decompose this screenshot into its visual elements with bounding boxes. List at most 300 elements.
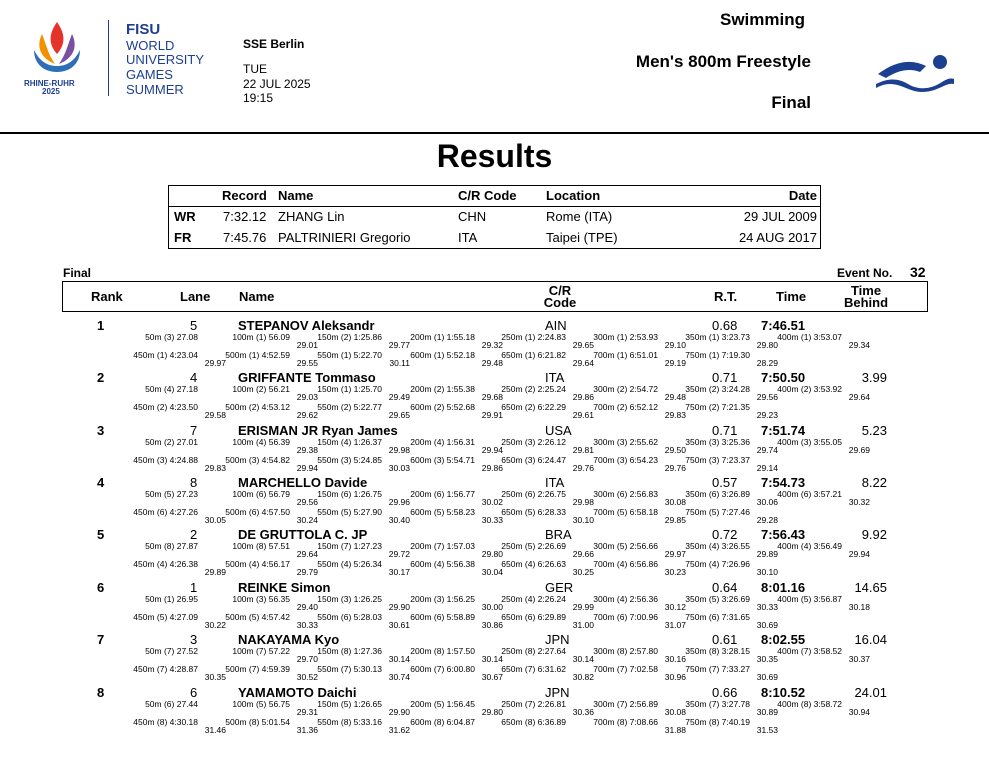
split-lap: 30.06 xyxy=(756,497,778,507)
split-lap: 30.61 xyxy=(388,620,410,630)
split-lap: 31.36 xyxy=(296,725,318,735)
split-time: 650m (5) 6:28.33 xyxy=(501,507,566,517)
split-lap: 30.10 xyxy=(572,515,594,525)
split-lap: 30.03 xyxy=(388,463,410,473)
logo-world: WORLD xyxy=(126,38,175,53)
split-time: 150m (6) 1:26.75 xyxy=(317,489,382,499)
split-lap: 29.86 xyxy=(572,392,594,402)
phase-title: Final xyxy=(771,93,811,112)
athlete-behind: 8.22 xyxy=(861,475,887,490)
athlete-row xyxy=(0,475,989,527)
split-time: 750m (8) 7:40.19 xyxy=(685,717,750,727)
split-lap: 29.50 xyxy=(664,445,686,455)
record-date: 24 AUG 2017 xyxy=(738,230,817,245)
split-lap: 30.33 xyxy=(296,620,318,630)
athlete-name: REINKE Simon xyxy=(238,580,331,595)
record-row xyxy=(169,228,820,248)
split-time: 750m (4) 7:26.96 xyxy=(685,559,750,569)
split-lap: 29.83 xyxy=(664,410,686,420)
split-time: 200m (6) 1:56.77 xyxy=(410,489,475,499)
split-lap: 29.90 xyxy=(388,602,410,612)
split-lap: 30.25 xyxy=(572,567,594,577)
col-time: Time xyxy=(776,289,807,304)
record-row xyxy=(169,207,820,227)
split-lap: 29.48 xyxy=(664,392,686,402)
split-time: 100m (1) 56.09 xyxy=(232,332,290,342)
col-cr: C/R xyxy=(548,283,572,298)
split-time: 250m (2) 2:25.24 xyxy=(501,384,566,394)
split-time: 400m (6) 3:57.21 xyxy=(777,489,842,499)
athlete-code: ITA xyxy=(545,475,565,490)
games-logo xyxy=(22,20,222,100)
split-lap: 30.24 xyxy=(296,515,318,525)
split-time: 100m (8) 57.51 xyxy=(232,541,290,551)
split-time: 300m (1) 2:53.93 xyxy=(593,332,658,342)
split-time: 400m (1) 3:53.07 xyxy=(777,332,842,342)
event-time: 19:15 xyxy=(243,91,274,105)
athlete-time: 7:46.51 xyxy=(761,318,806,333)
athlete-lane: 4 xyxy=(190,370,198,385)
split-lap: 30.04 xyxy=(481,567,503,577)
split-time: 450m (5) 4:27.09 xyxy=(133,612,198,622)
split-lap: 30.89 xyxy=(756,707,778,717)
record-name: PALTRINIERI Gregorio xyxy=(278,230,411,245)
split-time: 100m (4) 56.39 xyxy=(232,437,290,447)
split-lap: 30.37 xyxy=(848,654,870,664)
athlete-row xyxy=(0,370,989,422)
split-time: 250m (1) 2:24.83 xyxy=(501,332,566,342)
split-lap: 30.33 xyxy=(756,602,778,612)
split-time: 650m (3) 6:24.47 xyxy=(501,455,566,465)
split-time: 650m (7) 6:31.62 xyxy=(501,664,566,674)
split-time: 300m (3) 2:55.62 xyxy=(593,437,658,447)
split-time: 150m (5) 1:26.65 xyxy=(317,699,382,709)
split-lap: 29.91 xyxy=(481,410,503,420)
col-lane: Lane xyxy=(180,289,211,304)
athlete-lane: 2 xyxy=(190,527,198,542)
split-time: 400m (3) 3:55.05 xyxy=(777,437,842,447)
athlete-code: BRA xyxy=(545,527,572,542)
athlete-lane: 8 xyxy=(190,475,198,490)
event-date: 22 JUL 2025 xyxy=(243,77,311,91)
split-time: 600m (8) 6:04.87 xyxy=(410,717,475,727)
athlete-rank: 3 xyxy=(97,423,105,438)
split-lap: 31.00 xyxy=(572,620,594,630)
split-time: 200m (3) 1:56.25 xyxy=(410,594,475,604)
split-lap: 29.64 xyxy=(296,549,318,559)
athlete-name: YAMAMOTO Daichi xyxy=(238,685,357,700)
split-time: 750m (2) 7:21.35 xyxy=(685,402,750,412)
split-time: 600m (2) 5:52.68 xyxy=(410,402,475,412)
record-time: 7:45.76 xyxy=(223,230,267,245)
athlete-time: 7:56.43 xyxy=(761,527,806,542)
split-lap: 29.56 xyxy=(756,392,778,402)
split-time: 700m (8) 7:08.66 xyxy=(593,717,658,727)
split-lap: 29.48 xyxy=(481,358,503,368)
split-time: 500m (7) 4:59.39 xyxy=(225,664,290,674)
split-lap: 30.94 xyxy=(848,707,870,717)
athlete-code: AIN xyxy=(545,318,567,333)
athlete-code: USA xyxy=(545,423,572,438)
athlete-rt: 0.61 xyxy=(712,632,738,647)
split-lap: 30.05 xyxy=(204,515,226,525)
results-header xyxy=(62,281,928,312)
athlete-rt: 0.64 xyxy=(712,580,738,595)
split-lap: 29.80 xyxy=(481,707,503,717)
split-time: 300m (6) 2:56.83 xyxy=(593,489,658,499)
split-time: 300m (4) 2:56.36 xyxy=(593,594,658,604)
split-lap: 29.58 xyxy=(204,410,226,420)
split-lap: 29.31 xyxy=(296,707,318,717)
athlete-name: STEPANOV Aleksandr xyxy=(238,318,375,333)
logo-region: RHINE-RUHR xyxy=(24,79,75,88)
split-time: 550m (2) 5:22.77 xyxy=(317,402,382,412)
split-lap: 29.28 xyxy=(756,515,778,525)
split-time: 750m (6) 7:31.65 xyxy=(685,612,750,622)
athlete-rt: 0.71 xyxy=(712,370,738,385)
col-name: Name xyxy=(239,289,275,304)
split-time: 100m (6) 56.79 xyxy=(232,489,290,499)
split-lap: 30.40 xyxy=(388,515,410,525)
split-lap: 30.86 xyxy=(481,620,503,630)
athlete-behind: 24.01 xyxy=(854,685,887,700)
phase-label: Final xyxy=(63,266,92,280)
event-number: 32 xyxy=(910,264,926,280)
split-time: 700m (5) 6:58.18 xyxy=(593,507,658,517)
split-time: 150m (2) 1:25.86 xyxy=(317,332,382,342)
record-code: CHN xyxy=(458,209,487,224)
logo-games: GAMES xyxy=(126,67,173,82)
athlete-behind: 14.65 xyxy=(854,580,887,595)
records-col-name: Name xyxy=(278,188,314,203)
split-time: 100m (5) 56.75 xyxy=(232,699,290,709)
header-divider xyxy=(0,132,989,134)
athlete-name: NAKAYAMA Kyo xyxy=(238,632,340,647)
split-time: 400m (5) 3:56.87 xyxy=(777,594,842,604)
split-lap: 29.64 xyxy=(848,392,870,402)
event-title: Men's 800m Freestyle xyxy=(635,52,811,71)
split-time: 250m (4) 2:26.24 xyxy=(501,594,566,604)
athlete-rank: 7 xyxy=(97,632,105,647)
split-lap: 29.96 xyxy=(388,497,410,507)
split-lap: 30.14 xyxy=(388,654,410,664)
split-time: 550m (1) 5:22.70 xyxy=(317,350,382,360)
split-lap: 29.85 xyxy=(664,515,686,525)
split-time: 600m (4) 5:56.38 xyxy=(410,559,475,569)
athlete-rt: 0.57 xyxy=(712,475,738,490)
split-lap: 31.88 xyxy=(664,725,686,735)
split-time: 450m (4) 4:26.38 xyxy=(133,559,198,569)
split-time: 300m (5) 2:56.66 xyxy=(593,541,658,551)
page-title: Results xyxy=(436,138,553,174)
split-lap: 29.66 xyxy=(572,549,594,559)
split-time: 350m (5) 3:26.69 xyxy=(685,594,750,604)
split-time: 650m (6) 6:29.89 xyxy=(501,612,566,622)
sport-title: Swimming xyxy=(719,10,805,29)
split-time: 450m (1) 4:23.04 xyxy=(133,350,198,360)
split-time: 600m (5) 5:58.23 xyxy=(410,507,475,517)
split-lap: 30.16 xyxy=(664,654,686,664)
split-time: 50m (1) 26.95 xyxy=(145,594,198,604)
split-time: 300m (7) 2:56.89 xyxy=(593,699,658,709)
athlete-time: 8:10.52 xyxy=(761,685,806,700)
split-lap: 30.74 xyxy=(388,672,410,682)
split-time: 750m (5) 7:27.46 xyxy=(685,507,750,517)
split-lap: 29.98 xyxy=(388,445,410,455)
records-table xyxy=(168,185,821,249)
split-time: 350m (6) 3:26.89 xyxy=(685,489,750,499)
split-lap: 28.29 xyxy=(756,358,778,368)
split-lap: 30.23 xyxy=(664,567,686,577)
split-lap: 29.70 xyxy=(296,654,318,664)
logo-university: UNIVERSITY xyxy=(126,52,205,67)
split-lap: 29.65 xyxy=(388,410,410,420)
athlete-rank: 1 xyxy=(97,318,105,333)
split-time: 400m (7) 3:58.52 xyxy=(777,646,842,656)
split-lap: 29.97 xyxy=(664,549,686,559)
split-lap: 30.12 xyxy=(664,602,686,612)
split-time: 450m (3) 4:24.88 xyxy=(133,455,198,465)
split-lap: 29.89 xyxy=(204,567,226,577)
split-time: 50m (2) 27.01 xyxy=(145,437,198,447)
split-time: 250m (7) 2:26.81 xyxy=(501,699,566,709)
split-time: 400m (8) 3:58.72 xyxy=(777,699,842,709)
split-time: 700m (3) 6:54.23 xyxy=(593,455,658,465)
split-time: 500m (3) 4:54.82 xyxy=(225,455,290,465)
split-time: 700m (4) 6:56.86 xyxy=(593,559,658,569)
athlete-rt: 0.71 xyxy=(712,423,738,438)
split-lap: 29.56 xyxy=(296,497,318,507)
athlete-row xyxy=(0,527,989,579)
split-time: 700m (6) 7:00.96 xyxy=(593,612,658,622)
split-lap: 30.00 xyxy=(481,602,503,612)
split-time: 750m (7) 7:33.27 xyxy=(685,664,750,674)
athlete-row xyxy=(0,685,989,737)
split-lap: 29.10 xyxy=(664,340,686,350)
athlete-rank: 6 xyxy=(97,580,105,595)
split-lap: 30.02 xyxy=(481,497,503,507)
split-time: 350m (2) 3:24.28 xyxy=(685,384,750,394)
records-header xyxy=(169,186,820,207)
split-lap: 29.80 xyxy=(481,549,503,559)
split-time: 550m (6) 5:28.03 xyxy=(317,612,382,622)
split-time: 550m (3) 5:24.85 xyxy=(317,455,382,465)
split-time: 350m (3) 3:25.36 xyxy=(685,437,750,447)
athlete-code: JPN xyxy=(545,685,570,700)
split-lap: 29.49 xyxy=(388,392,410,402)
split-lap: 30.35 xyxy=(756,654,778,664)
athlete-time: 8:02.55 xyxy=(761,632,806,647)
split-time: 550m (5) 5:27.90 xyxy=(317,507,382,517)
split-time: 600m (7) 6:00.80 xyxy=(410,664,475,674)
athlete-code: ITA xyxy=(545,370,565,385)
split-lap: 29.38 xyxy=(296,445,318,455)
athlete-time: 8:01.16 xyxy=(761,580,806,595)
split-time: 300m (2) 2:54.72 xyxy=(593,384,658,394)
record-time: 7:32.12 xyxy=(223,209,267,224)
athlete-code: JPN xyxy=(545,632,570,647)
split-lap: 29.76 xyxy=(664,463,686,473)
athlete-name: ERISMAN JR Ryan James xyxy=(238,423,398,438)
split-lap: 29.64 xyxy=(572,358,594,368)
col-code: Code xyxy=(543,295,577,310)
split-time: 750m (1) 7:19.30 xyxy=(685,350,750,360)
split-time: 200m (1) 1:55.18 xyxy=(410,332,475,342)
split-lap: 29.97 xyxy=(204,358,226,368)
athlete-lane: 3 xyxy=(190,632,198,647)
split-time: 200m (5) 1:56.45 xyxy=(410,699,475,709)
split-lap: 29.72 xyxy=(388,549,410,559)
split-lap: 29.86 xyxy=(481,463,503,473)
record-location: Rome (ITA) xyxy=(546,209,613,224)
split-time: 350m (1) 3:23.73 xyxy=(685,332,750,342)
col-rank: Rank xyxy=(91,289,123,304)
athlete-time: 7:54.73 xyxy=(761,475,806,490)
split-time: 100m (2) 56.21 xyxy=(232,384,290,394)
event-number-label: Event No. xyxy=(837,266,893,280)
split-time: 700m (7) 7:02.58 xyxy=(593,664,658,674)
split-lap: 30.17 xyxy=(388,567,410,577)
split-lap: 30.22 xyxy=(204,620,226,630)
split-time: 300m (8) 2:57.80 xyxy=(593,646,658,656)
split-time: 250m (6) 2:26.75 xyxy=(501,489,566,499)
split-lap: 30.11 xyxy=(389,358,410,368)
records-col-date: Date xyxy=(788,188,817,203)
venue: SSE Berlin xyxy=(243,37,305,51)
logo-divider xyxy=(108,20,109,96)
split-time: 200m (2) 1:55.38 xyxy=(410,384,475,394)
split-time: 600m (3) 5:54.71 xyxy=(410,455,475,465)
split-time: 50m (3) 27.08 xyxy=(145,332,198,342)
split-lap: 31.07 xyxy=(664,620,686,630)
split-time: 500m (5) 4:57.42 xyxy=(225,612,290,622)
split-lap: 29.80 xyxy=(756,340,778,350)
record-name: ZHANG Lin xyxy=(278,209,345,224)
athlete-lane: 7 xyxy=(190,423,198,438)
split-lap: 30.10 xyxy=(756,567,778,577)
athlete-row xyxy=(0,632,989,684)
split-time: 500m (1) 4:52.59 xyxy=(225,350,290,360)
split-time: 100m (3) 56.35 xyxy=(232,594,290,604)
split-lap: 29.74 xyxy=(756,445,778,455)
athlete-lane: 6 xyxy=(190,685,198,700)
col-behind-1: Time xyxy=(850,283,882,298)
split-lap: 29.23 xyxy=(756,410,778,420)
split-time: 350m (4) 3:26.55 xyxy=(685,541,750,551)
records-col-record: Record xyxy=(222,188,267,203)
swimmer-icon xyxy=(874,52,956,96)
split-time: 350m (8) 3:28.15 xyxy=(685,646,750,656)
split-lap: 29.69 xyxy=(848,445,870,455)
split-lap: 29.89 xyxy=(756,549,778,559)
split-time: 650m (8) 6:36.89 xyxy=(501,717,566,727)
split-lap: 30.96 xyxy=(664,672,686,682)
split-time: 400m (4) 3:56.49 xyxy=(777,541,842,551)
split-lap: 30.69 xyxy=(756,620,778,630)
split-lap: 30.18 xyxy=(848,602,870,612)
athlete-rank: 8 xyxy=(97,685,105,700)
flame-logo-icon xyxy=(22,20,92,82)
split-time: 450m (8) 4:30.18 xyxy=(133,717,198,727)
split-time: 150m (3) 1:26.25 xyxy=(317,594,382,604)
split-lap: 29.55 xyxy=(296,358,318,368)
logo-summer: SUMMER xyxy=(126,82,184,97)
split-lap: 30.52 xyxy=(296,672,318,682)
athlete-name: DE GRUTTOLA C. JP xyxy=(238,527,368,542)
split-time: 50m (8) 27.87 xyxy=(145,541,198,551)
split-time: 550m (4) 5:26.34 xyxy=(317,559,382,569)
split-lap: 29.68 xyxy=(481,392,503,402)
record-type: FR xyxy=(174,230,192,245)
split-time: 650m (2) 6:22.29 xyxy=(501,402,566,412)
split-lap: 31.46 xyxy=(204,725,226,735)
athlete-rank: 4 xyxy=(97,475,105,490)
split-time: 600m (1) 5:52.18 xyxy=(410,350,475,360)
split-lap: 29.99 xyxy=(572,602,594,612)
record-type: WR xyxy=(174,209,196,224)
record-date: 29 JUL 2009 xyxy=(743,209,817,224)
records-col-location: Location xyxy=(546,188,601,203)
split-lap: 29.01 xyxy=(296,340,318,350)
split-time: 450m (7) 4:28.87 xyxy=(133,664,198,674)
event-day: TUE xyxy=(243,62,267,76)
split-lap: 29.76 xyxy=(572,463,594,473)
split-time: 750m (3) 7:23.37 xyxy=(685,455,750,465)
split-time: 700m (1) 6:51.01 xyxy=(593,350,658,360)
split-lap: 30.82 xyxy=(572,672,594,682)
split-lap: 30.69 xyxy=(756,672,778,682)
athlete-behind: 9.92 xyxy=(861,527,887,542)
split-time: 250m (5) 2:26.69 xyxy=(501,541,566,551)
split-time: 500m (8) 5:01.54 xyxy=(225,717,290,727)
split-lap: 29.79 xyxy=(296,567,318,577)
athlete-rt: 0.72 xyxy=(712,527,738,542)
split-lap: 29.94 xyxy=(848,549,870,559)
athlete-row xyxy=(0,580,989,632)
split-time: 350m (7) 3:27.78 xyxy=(685,699,750,709)
split-time: 50m (7) 27.52 xyxy=(145,646,198,656)
split-lap: 29.65 xyxy=(572,340,594,350)
split-lap: 29.14 xyxy=(756,463,778,473)
split-time: 650m (4) 6:26.63 xyxy=(501,559,566,569)
athlete-behind: 3.99 xyxy=(861,370,887,385)
athlete-time: 7:51.74 xyxy=(761,423,806,438)
split-time: 200m (8) 1:57.50 xyxy=(410,646,475,656)
split-time: 650m (1) 6:21.82 xyxy=(501,350,566,360)
logo-year: 2025 xyxy=(42,87,60,96)
logo-fisu: FISU xyxy=(126,21,161,38)
split-time: 450m (2) 4:23.50 xyxy=(133,402,198,412)
split-time: 150m (7) 1:27.23 xyxy=(317,541,382,551)
athlete-name: GRIFFANTE Tommaso xyxy=(238,370,376,385)
split-lap: 29.90 xyxy=(388,707,410,717)
split-time: 200m (4) 1:56.31 xyxy=(410,437,475,447)
record-location: Taipei (TPE) xyxy=(546,230,618,245)
split-lap: 29.62 xyxy=(296,410,318,420)
athlete-rank: 5 xyxy=(97,527,105,542)
split-lap: 30.32 xyxy=(848,497,870,507)
athlete-behind: 5.23 xyxy=(861,423,887,438)
athlete-rt: 0.66 xyxy=(712,685,738,700)
athlete-code: GER xyxy=(545,580,574,595)
split-lap: 30.14 xyxy=(572,654,594,664)
split-time: 700m (2) 6:52.12 xyxy=(593,402,658,412)
split-time: 600m (6) 5:58.89 xyxy=(410,612,475,622)
split-time: 150m (8) 1:27.36 xyxy=(317,646,382,656)
split-time: 150m (1) 1:25.70 xyxy=(317,384,382,394)
split-time: 500m (4) 4:56.17 xyxy=(225,559,290,569)
split-time: 50m (5) 27.23 xyxy=(145,489,198,499)
